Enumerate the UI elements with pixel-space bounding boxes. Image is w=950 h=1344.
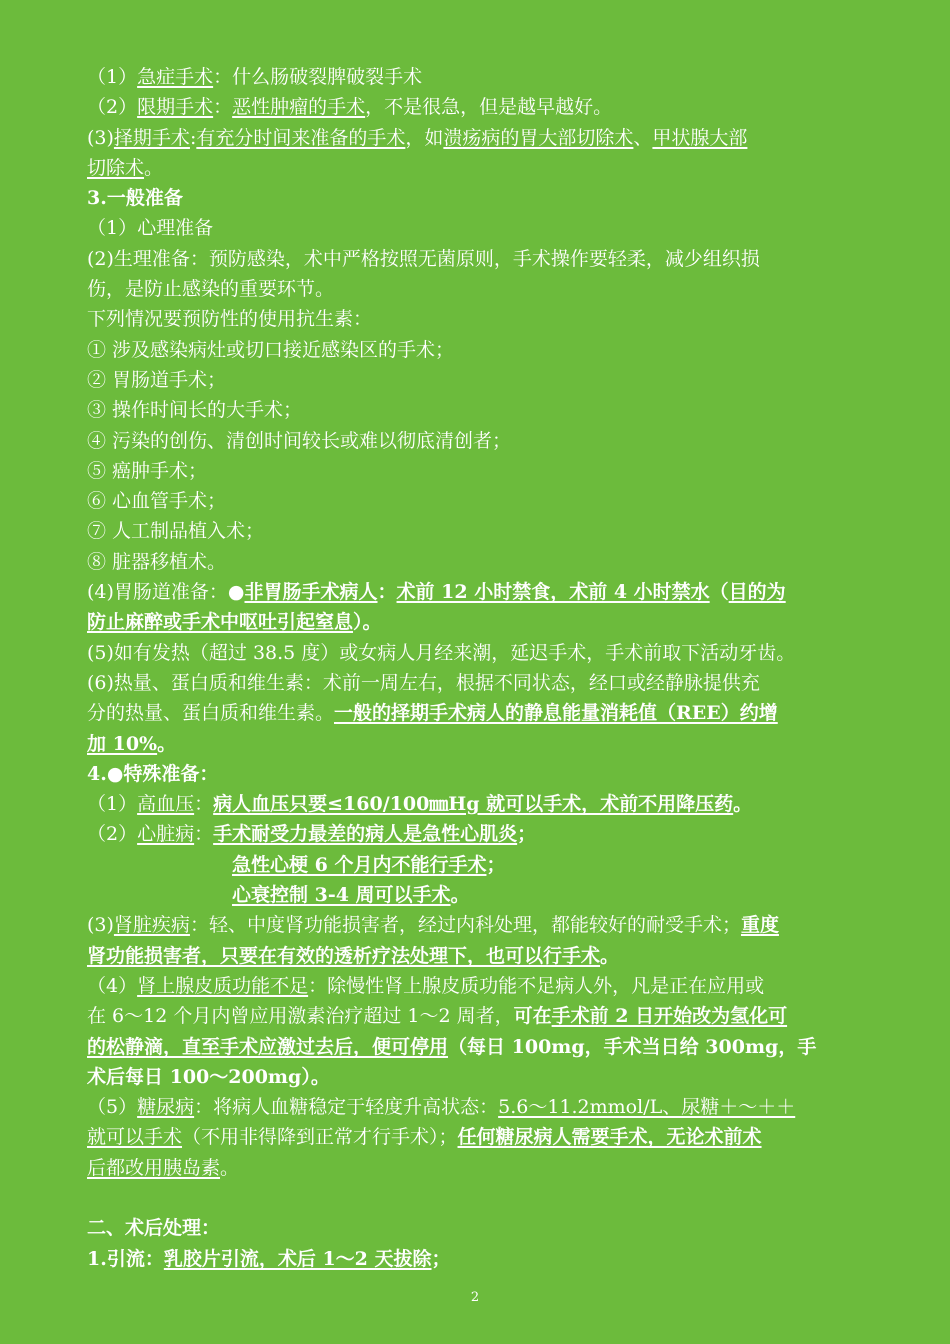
text-line — [87, 880, 865, 910]
bold-text: 。 — [157, 732, 177, 755]
underlined-text: 急性心梗 6 个月内不能行手术 — [232, 853, 487, 876]
underlined-text: 任何糖尿病人需要手术，无论术前术 — [457, 1126, 762, 1149]
underlined-text: 非胃肠手术病人 — [244, 581, 378, 604]
text-line — [87, 1032, 865, 1062]
text-line — [87, 729, 865, 759]
text-run: ，如 — [405, 126, 444, 149]
bold-text: 。 — [733, 793, 753, 816]
text-run: ： — [213, 96, 233, 119]
text-run: (2)生理准备：预防感染，术中严格按照无菌原则，手术操作要轻柔，减少组织损 — [87, 247, 760, 270]
underlined-text: 乳胶片引流，术后 1～2 天拔除 — [163, 1247, 432, 1270]
text-line — [87, 274, 865, 304]
text-line — [87, 365, 865, 395]
text-line — [87, 850, 865, 880]
text-run: ，不是很急，但是越早越好。 — [365, 96, 613, 119]
text-run: 。 — [144, 156, 164, 179]
text-line — [87, 1213, 865, 1243]
underlined-text: 就可以手术 — [87, 1126, 183, 1149]
text-line — [87, 486, 865, 516]
text-line — [87, 1153, 865, 1183]
text-run: 下列情况要预防性的使用抗生素： — [87, 308, 373, 331]
underlined-text: 恶性肿瘤的手术 — [232, 96, 366, 119]
bold-text: 二、术后处理： — [87, 1217, 221, 1240]
text-line — [87, 62, 865, 92]
underlined-text: 的松静滴，直至手术应激过去后，便可停用 — [87, 1035, 449, 1058]
text-run: （5） — [87, 1096, 138, 1119]
bold-text: （每日 100mg，手术当日给 300mg，手 — [448, 1035, 817, 1058]
underlined-text: 重度 — [740, 914, 779, 937]
underlined-text: 溃疡病的胃大部切除术 — [443, 126, 634, 149]
text-line — [87, 183, 865, 213]
text-run: 。 — [220, 1156, 240, 1179]
underlined-text: 有充分时间来准备的手术 — [196, 126, 406, 149]
text-run: (4)胃肠道准备：● — [87, 581, 245, 604]
text-line — [87, 547, 865, 577]
text-line — [87, 819, 865, 849]
text-run: ：将病人血糖稳定于轻度升高状态： — [194, 1096, 499, 1119]
bold-text: 1.引流： — [87, 1247, 164, 1270]
underlined-text: 肾功能损害者，只要在有效的透析疗法处理下，也可以行手术 — [87, 944, 601, 967]
text-line — [87, 335, 865, 365]
underlined-text: 加 10% — [87, 732, 158, 755]
underlined-text: 限期手术 — [137, 96, 214, 119]
text-run: ：轻、中度肾功能损害者，经过内科处理，都能较好的耐受手术； — [189, 914, 741, 937]
underlined-text: 一般的择期手术病人的静息能量消耗值（REE）约增 — [334, 702, 778, 725]
underlined-text: 肾脏疾病 — [113, 914, 190, 937]
text-line — [87, 1001, 865, 1031]
bold-text: 3.一般准备 — [87, 187, 183, 210]
text-line — [87, 1122, 865, 1152]
underlined-text: 病人血压只要≤160/100㎜Hg 就可以手术，术前不用降压药 — [213, 793, 734, 816]
text-line — [87, 698, 865, 728]
text-line — [87, 941, 865, 971]
text-line — [87, 1062, 865, 1092]
text-line — [87, 789, 865, 819]
text-run: : — [189, 126, 197, 149]
underlined-text: 心脏病 — [137, 823, 195, 846]
text-line — [87, 304, 865, 334]
blank-line — [87, 1183, 865, 1213]
text-run: （4） — [87, 974, 138, 997]
text-line — [87, 910, 865, 940]
text-run: ③ 操作时间长的大手术； — [87, 399, 303, 422]
underlined-text: 高血压 — [137, 793, 195, 816]
underlined-text: 肾上腺皮质功能不足 — [137, 974, 309, 997]
text-line — [87, 638, 865, 668]
bold-text: 可在 — [513, 1005, 552, 1028]
document-body — [87, 62, 865, 1274]
text-line — [87, 759, 865, 789]
text-line — [87, 516, 865, 546]
text-run: 伤，是防止感染的重要环节。 — [87, 278, 335, 301]
text-run: ⑤ 癌肿手术； — [87, 459, 208, 482]
text-run: （2） — [87, 96, 138, 119]
bold-text: ； — [431, 1247, 451, 1270]
text-run: （1） — [87, 793, 138, 816]
bold-text: 。 — [450, 884, 470, 907]
text-run: (3) — [87, 914, 114, 937]
text-line — [87, 123, 865, 153]
bold-text: ）。 — [353, 611, 382, 634]
text-run: 、 — [633, 126, 653, 149]
text-line — [87, 92, 865, 122]
text-run: ⑦ 人工制品植入术； — [87, 520, 265, 543]
bold-text: ； — [517, 823, 537, 846]
text-line — [87, 577, 865, 607]
underlined-text: 目的为 — [728, 581, 786, 604]
text-run: ： — [194, 793, 214, 816]
text-run: ② 胃肠道手术； — [87, 368, 227, 391]
text-line — [87, 213, 865, 243]
underlined-text: 急症手术 — [137, 66, 214, 88]
text-run: ④ 污染的创伤、清创时间较长或难以彻底清创者； — [87, 429, 512, 452]
underlined-text: 5.6～11.2mmol/L、尿糖＋～＋＋ — [498, 1096, 796, 1119]
text-run: （1）心理准备 — [87, 217, 214, 240]
underlined-text: 甲状腺大部 — [652, 126, 748, 149]
text-run: 分的热量、蛋白质和维生素。 — [87, 702, 335, 725]
text-run: (6)热量、蛋白质和维生素：术前一周左右，根据不同状态，经口或经静脉提供充 — [87, 671, 760, 694]
text-line — [87, 1244, 865, 1274]
text-run: (5)如有发热（超过 38.5 度）或女病人月经来潮，延迟手术，手术前取下活动牙齿。 — [87, 641, 796, 664]
text-line — [87, 1092, 865, 1122]
text-line — [87, 668, 865, 698]
underlined-text: 切除术 — [87, 156, 145, 179]
underlined-text: 择期手术 — [113, 126, 190, 149]
text-line — [87, 607, 865, 637]
bold-text: ： — [377, 581, 397, 604]
text-line — [87, 153, 865, 183]
page-number: 2 — [470, 1290, 480, 1305]
underlined-text: 糖尿病 — [137, 1096, 195, 1119]
bold-text: 。 — [600, 944, 620, 967]
text-run: （2） — [87, 823, 138, 846]
text-run: ⑥ 心血管手术； — [87, 490, 227, 513]
text-line — [87, 244, 865, 274]
bold-text: （ — [709, 581, 729, 604]
text-run: （不用非得降到正常才行手术）； — [182, 1126, 458, 1149]
underlined-text: 后都改用胰岛素 — [87, 1156, 221, 1179]
bold-text: 术后每日 100～200mg）。 — [87, 1065, 330, 1088]
text-run: (3) — [87, 126, 114, 149]
text-run: ① 涉及感染病灶或切口接近感染区的手术； — [87, 338, 455, 361]
text-run: ：什么肠破裂脾破裂手术 — [213, 66, 423, 88]
text-line — [87, 971, 865, 1001]
text-run: ： — [194, 823, 214, 846]
text-line — [87, 395, 865, 425]
text-run: ：除慢性肾上腺皮质功能不足病人外，凡是正在应用或 — [308, 974, 765, 997]
bold-text: ； — [486, 853, 506, 876]
underlined-text: 手术耐受力最差的病人是急性心肌炎 — [213, 823, 518, 846]
bold-text: 4.●特殊准备： — [87, 762, 219, 785]
text-line — [87, 426, 865, 456]
underlined-text: 防止麻醉或手术中呕吐引起窒息 — [87, 611, 354, 634]
text-run: （1） — [87, 66, 138, 88]
text-run: 在 6～12 个月内曾应用激素治疗超过 1～2 周者， — [87, 1005, 514, 1028]
text-line — [87, 456, 865, 486]
underlined-text: 手术前 2 日开始改为氢化可 — [551, 1005, 788, 1028]
underlined-text: 心衰控制 3-4 周可以手术 — [232, 884, 451, 907]
text-run: ⑧ 脏器移植术。 — [87, 550, 227, 573]
underlined-text: 术前 12 小时禁食，术前 4 小时禁水 — [396, 581, 710, 604]
